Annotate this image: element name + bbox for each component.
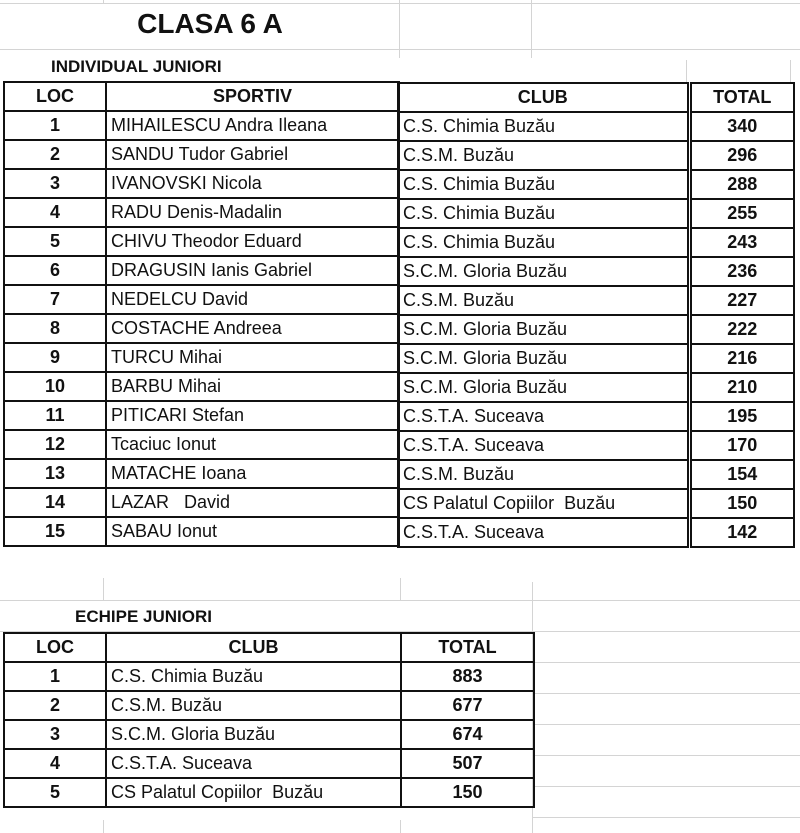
gridline bbox=[533, 755, 800, 756]
rank-cell: 1 bbox=[4, 111, 106, 140]
table-row bbox=[398, 199, 794, 228]
table-header-row bbox=[398, 83, 794, 112]
table-row bbox=[4, 430, 399, 459]
table-row bbox=[398, 228, 794, 257]
club-cell: CS Palatul Copiilor Buzău bbox=[398, 489, 689, 518]
athlete-name-cell: MIHAILESCU Andra Ileana bbox=[106, 111, 399, 140]
athlete-name-cell: IVANOVSKI Nicola bbox=[106, 169, 399, 198]
table-row bbox=[4, 314, 399, 343]
table-row bbox=[398, 112, 794, 141]
rank-cell: 4 bbox=[4, 749, 106, 778]
table-header-row bbox=[4, 633, 534, 662]
table-row bbox=[398, 344, 794, 373]
total-cell: 255 bbox=[689, 199, 794, 228]
table-row bbox=[4, 662, 534, 691]
page-title: CLASA 6 A bbox=[137, 8, 283, 39]
gridline bbox=[531, 0, 532, 58]
column-header-loc: LOC bbox=[4, 82, 106, 111]
total-cell: 507 bbox=[401, 749, 534, 778]
table-row bbox=[4, 778, 534, 807]
gridline bbox=[0, 49, 800, 50]
table-row bbox=[4, 401, 399, 430]
table-row bbox=[4, 720, 534, 749]
rank-cell: 6 bbox=[4, 256, 106, 285]
table-row bbox=[398, 518, 794, 547]
rank-cell: 2 bbox=[4, 691, 106, 720]
total-cell: 236 bbox=[689, 257, 794, 286]
teams-table bbox=[3, 632, 535, 808]
gridline bbox=[533, 724, 800, 725]
table-row bbox=[4, 459, 399, 488]
gridline bbox=[400, 820, 401, 833]
individual-table-right bbox=[397, 82, 795, 548]
total-cell: 883 bbox=[401, 662, 534, 691]
table-row bbox=[4, 140, 399, 169]
club-cell: S.C.M. Gloria Buzău bbox=[398, 257, 689, 286]
gridline bbox=[400, 578, 401, 600]
rank-cell: 14 bbox=[4, 488, 106, 517]
total-cell: 340 bbox=[689, 112, 794, 141]
gridline bbox=[103, 578, 104, 600]
athlete-name-cell: COSTACHE Andreea bbox=[106, 314, 399, 343]
gridline bbox=[103, 0, 104, 3]
total-cell: 170 bbox=[689, 431, 794, 460]
club-cell: C.S.M. Buzău bbox=[398, 141, 689, 170]
athlete-name-cell: BARBU Mihai bbox=[106, 372, 399, 401]
table-row bbox=[398, 257, 794, 286]
individual-heading: INDIVIDUAL JUNIORI bbox=[51, 57, 222, 76]
total-cell: 150 bbox=[401, 778, 534, 807]
total-cell: 227 bbox=[689, 286, 794, 315]
gridline bbox=[0, 600, 800, 601]
club-cell: C.S. Chimia Buzău bbox=[398, 112, 689, 141]
table-row bbox=[398, 315, 794, 344]
table-row bbox=[398, 489, 794, 518]
athlete-name-cell: TURCU Mihai bbox=[106, 343, 399, 372]
gridline bbox=[103, 820, 104, 833]
rank-cell: 7 bbox=[4, 285, 106, 314]
total-cell: 288 bbox=[689, 170, 794, 199]
rank-cell: 5 bbox=[4, 227, 106, 256]
rank-cell: 4 bbox=[4, 198, 106, 227]
rank-cell: 3 bbox=[4, 720, 106, 749]
total-cell: 154 bbox=[689, 460, 794, 489]
rank-cell: 11 bbox=[4, 401, 106, 430]
table-row bbox=[398, 170, 794, 199]
total-cell: 677 bbox=[401, 691, 534, 720]
table-row bbox=[4, 198, 399, 227]
club-cell: C.S. Chimia Buzău bbox=[398, 228, 689, 257]
rank-cell: 3 bbox=[4, 169, 106, 198]
rank-cell: 12 bbox=[4, 430, 106, 459]
gridline bbox=[790, 60, 791, 82]
total-cell: 222 bbox=[689, 315, 794, 344]
gridline bbox=[0, 3, 800, 4]
club-cell: C.S.T.A. Suceava bbox=[398, 402, 689, 431]
athlete-name-cell: PITICARI Stefan bbox=[106, 401, 399, 430]
club-cell: C.S. Chimia Buzău bbox=[398, 199, 689, 228]
table-row bbox=[4, 256, 399, 285]
rank-cell: 10 bbox=[4, 372, 106, 401]
table-row bbox=[4, 749, 534, 778]
column-header-club: CLUB bbox=[398, 83, 689, 112]
total-cell: 210 bbox=[689, 373, 794, 402]
column-header-club: CLUB bbox=[106, 633, 401, 662]
table-row bbox=[4, 111, 399, 140]
athlete-name-cell: NEDELCU David bbox=[106, 285, 399, 314]
table-row bbox=[398, 141, 794, 170]
athlete-name-cell: SANDU Tudor Gabriel bbox=[106, 140, 399, 169]
athlete-name-cell: CHIVU Theodor Eduard bbox=[106, 227, 399, 256]
club-cell: CS Palatul Copiilor Buzău bbox=[106, 778, 401, 807]
total-cell: 674 bbox=[401, 720, 534, 749]
table-row bbox=[4, 691, 534, 720]
table-row bbox=[4, 488, 399, 517]
total-cell: 142 bbox=[689, 518, 794, 547]
column-header-sportiv: SPORTIV bbox=[106, 82, 399, 111]
total-cell: 296 bbox=[689, 141, 794, 170]
rank-cell: 1 bbox=[4, 662, 106, 691]
rank-cell: 5 bbox=[4, 778, 106, 807]
gridline bbox=[533, 693, 800, 694]
table-row bbox=[398, 431, 794, 460]
table-row bbox=[398, 286, 794, 315]
gridline bbox=[686, 60, 687, 82]
club-cell: S.C.M. Gloria Buzău bbox=[398, 373, 689, 402]
table-row bbox=[4, 285, 399, 314]
table-row bbox=[398, 460, 794, 489]
column-header-total: TOTAL bbox=[401, 633, 534, 662]
teams-heading: ECHIPE JUNIORI bbox=[75, 607, 212, 626]
athlete-name-cell: DRAGUSIN Ianis Gabriel bbox=[106, 256, 399, 285]
club-cell: C.S.M. Buzău bbox=[398, 286, 689, 315]
club-cell: C.S. Chimia Buzău bbox=[398, 170, 689, 199]
club-cell: S.C.M. Gloria Buzău bbox=[106, 720, 401, 749]
club-cell: C.S.M. Buzău bbox=[398, 460, 689, 489]
column-header-total: TOTAL bbox=[689, 83, 794, 112]
rank-cell: 9 bbox=[4, 343, 106, 372]
athlete-name-cell: LAZAR David bbox=[106, 488, 399, 517]
table-row bbox=[398, 373, 794, 402]
total-cell: 243 bbox=[689, 228, 794, 257]
club-cell: C.S.M. Buzău bbox=[106, 691, 401, 720]
table-row bbox=[4, 227, 399, 256]
athlete-name-cell: SABAU Ionut bbox=[106, 517, 399, 546]
athlete-name-cell: RADU Denis-Madalin bbox=[106, 198, 399, 227]
gridline bbox=[399, 0, 400, 58]
rank-cell: 13 bbox=[4, 459, 106, 488]
club-cell: S.C.M. Gloria Buzău bbox=[398, 344, 689, 373]
total-cell: 195 bbox=[689, 402, 794, 431]
athlete-name-cell: Tcaciuc Ionut bbox=[106, 430, 399, 459]
individual-table-left bbox=[3, 81, 400, 547]
club-cell: C.S.T.A. Suceava bbox=[106, 749, 401, 778]
club-cell: C.S. Chimia Buzău bbox=[106, 662, 401, 691]
column-header-loc: LOC bbox=[4, 633, 106, 662]
table-row bbox=[4, 517, 399, 546]
total-cell: 150 bbox=[689, 489, 794, 518]
table-row bbox=[4, 169, 399, 198]
table-row bbox=[398, 402, 794, 431]
club-cell: C.S.T.A. Suceava bbox=[398, 431, 689, 460]
athlete-name-cell: MATACHE Ioana bbox=[106, 459, 399, 488]
table-header-row bbox=[4, 82, 399, 111]
rank-cell: 2 bbox=[4, 140, 106, 169]
table-row bbox=[4, 372, 399, 401]
rank-cell: 8 bbox=[4, 314, 106, 343]
rank-cell: 15 bbox=[4, 517, 106, 546]
table-row bbox=[4, 343, 399, 372]
gridline bbox=[533, 786, 800, 787]
total-cell: 216 bbox=[689, 344, 794, 373]
club-cell: S.C.M. Gloria Buzău bbox=[398, 315, 689, 344]
club-cell: C.S.T.A. Suceava bbox=[398, 518, 689, 547]
gridline bbox=[533, 817, 800, 818]
gridline bbox=[533, 662, 800, 663]
